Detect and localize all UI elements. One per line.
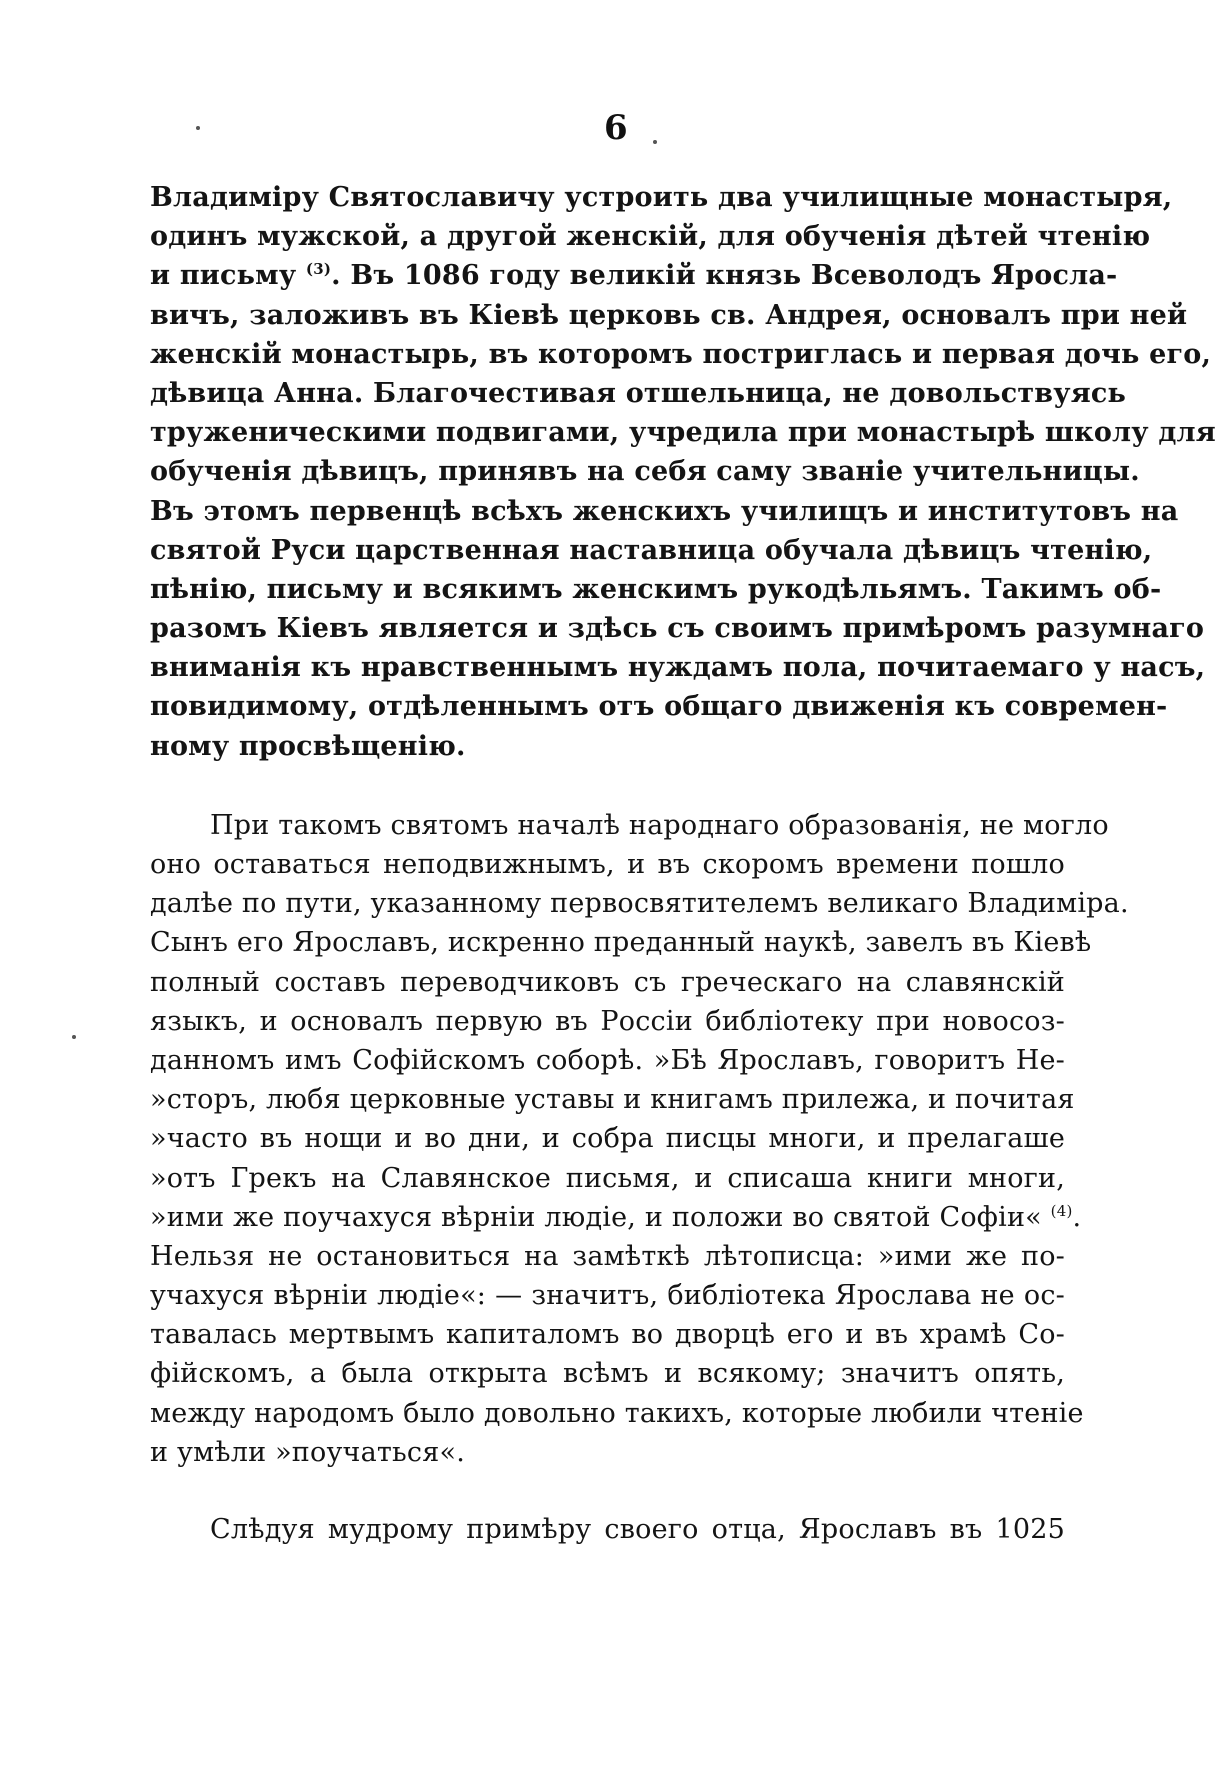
text-line: Сынъ его Ярославъ, искренно преданный наукѣ, завелъ въ Кіевѣ <box>150 927 1092 959</box>
text-line: тавалась мертвымъ капиталомъ во дворцѣ его и въ храмѣ Со- <box>150 1319 1065 1351</box>
text-line: полный составъ переводчиковъ съ греческаго на славянскій <box>150 966 1065 998</box>
text-line: труженическими подвигами, учредила при монастырѣ школу для <box>150 417 1216 449</box>
paragraph-1 <box>150 178 1216 766</box>
text-line: и умѣли »поучаться«. <box>150 1436 465 1468</box>
footnote-ref: (4) <box>1050 1201 1073 1220</box>
scan-speck <box>653 140 657 144</box>
text-line: »отъ Грекъ на Славянское письмя, и списаша книги многи, <box>150 1162 1065 1194</box>
text-line: вниманія къ нравственнымъ нуждамъ пола, почитаемаго у насъ, <box>150 652 1206 684</box>
text-line: одинъ мужской, а другой женскій, для обученія дѣтей чтенію <box>150 221 1151 253</box>
text-line: вичъ, заложивъ въ Кіевѣ церковь св. Андрея, основалъ при ней <box>150 299 1188 331</box>
text-line: женскій монастырь, въ которомъ постриглась и первая дочь его, <box>150 338 1212 370</box>
text-line: Въ этомъ первенцѣ всѣхъ женскихъ училищъ и институтовъ на <box>150 495 1179 527</box>
text-line: между народомъ было довольно такихъ, которые любили чтеніе <box>150 1397 1084 1429</box>
text-line: разомъ Кіевъ является и здѣсь съ своимъ примѣромъ разумнаго <box>150 613 1205 645</box>
text-line: фійскомъ, а была открыта всѣмъ и всякому; значитъ опять, <box>150 1358 1065 1390</box>
text-line: дѣвица Анна. Благочестивая отшельница, не довольствуясь <box>150 377 1127 409</box>
text-line: и письму $^{(3)}$. Въ 1086 году великій князь Всеволодъ Яросла- <box>150 260 1118 292</box>
paragraph-2 <box>150 806 1129 1472</box>
text-line: святой Руси царственная наставница обучала дѣвицъ чтенію, <box>150 534 1153 566</box>
text-line: повидимому, отдѣленнымъ отъ общаго движенія къ современ- <box>150 691 1168 723</box>
text-line: далѣе по пути, указанному первосвятителемъ великаго Владиміра. <box>150 888 1129 920</box>
scan-speck <box>196 126 200 130</box>
body-text <box>150 178 1216 1549</box>
text-line: При такомъ святомъ началѣ народнаго образованія, не могло <box>210 809 1109 841</box>
footnote-ref: (3) <box>305 260 332 279</box>
text-line: обученія дѣвицъ, принявъ на себя саму званіе учительницы. <box>150 456 1140 488</box>
scan-speck <box>72 1035 76 1039</box>
text-line: Нельзя не остановиться на замѣткѣ лѣтописца: »ими же по- <box>150 1240 1065 1272</box>
paragraph-spacer <box>150 1472 1065 1510</box>
paragraph-3 <box>150 1510 1065 1549</box>
text-line: Слѣдуя мудрому примѣру своего отца, Ярославъ въ 1025 <box>210 1514 1065 1545</box>
text-line: оно оставаться неподвижнымъ, и въ скоромъ времени пошло <box>150 849 1065 880</box>
text-line: учахуся вѣрніи людіе«: — значитъ, библіотека Ярослава не ос- <box>150 1280 1065 1312</box>
text-line: »ими же поучахуся вѣрніи людіе, и положи во святой Софіи« $^{(4)}$. <box>150 1201 1082 1233</box>
text-line: языкъ, и основалъ первую въ Россіи библіотеку при новосоз- <box>150 1005 1065 1037</box>
text-line: данномъ имъ Софійскомъ соборѣ. »Бѣ Ярославъ, говоритъ Не- <box>150 1044 1065 1076</box>
text-line: »сторъ, любя церковные уставы и книгамъ прилежа, и почитая <box>150 1084 1075 1116</box>
text-line: Владиміру Святославичу устроить два училищные монастыря, <box>150 182 1173 213</box>
text-line: пѣнію, письму и всякимъ женскимъ рукодѣльямъ. Такимъ об- <box>150 573 1162 605</box>
text-line: »часто въ нощи и во дни, и собра писцы многи, и прелагаше <box>150 1123 1065 1155</box>
page-number: 6 <box>604 108 628 148</box>
paragraph-spacer <box>150 766 1065 806</box>
text-line: ному просвѣщенію. <box>150 730 466 762</box>
